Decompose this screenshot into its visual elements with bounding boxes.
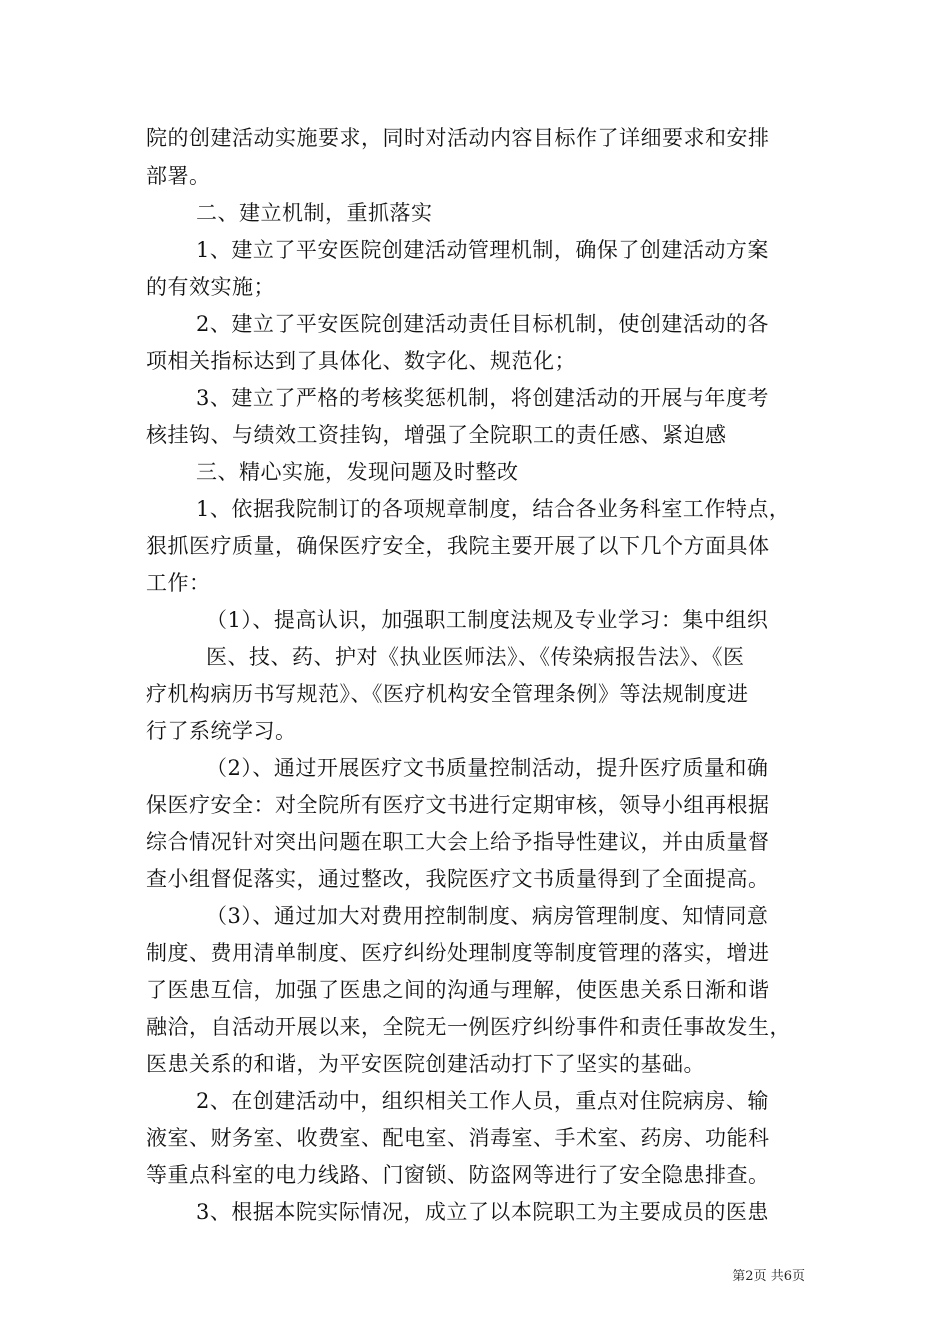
text-line-1: 院的创建活动实施要求，同时对活动内容目标作了详细要求和安排: [146, 126, 770, 150]
current-page-number: 2: [745, 1269, 754, 1284]
text-line-21: 查小组督促落实，通过整改，我院医疗文书质量得到了全面提高。: [146, 867, 770, 891]
text-line-27: 2、在创建活动中，组织相关工作人员，重点对住院病房、输: [196, 1089, 769, 1113]
page-number-footer: [732, 1268, 805, 1286]
total-pages-number: 6: [783, 1269, 792, 1284]
text-line-2: 部署。: [146, 164, 211, 188]
footer-suffix: 页: [791, 1269, 805, 1284]
text-line-26: 医患关系的和谐，为平安医院创建活动打下了坚实的基础。: [146, 1052, 705, 1076]
text-line-17: 行了系统学习。: [146, 719, 297, 743]
text-line-22: （3）、通过加大对费用控制制度、病房管理制度、知情同意: [206, 904, 769, 928]
text-line-8: 3、建立了严格的考核奖惩机制，将创建活动的开展与年度考: [196, 386, 769, 410]
text-line-5: 的有效实施；: [146, 275, 275, 299]
text-line-25: 融洽，自活动开展以来，全院无一例医疗纠纷事件和责任事故发生，: [146, 1015, 791, 1039]
text-line-12: 狠抓医疗质量，确保医疗安全，我院主要开展了以下几个方面具体: [146, 534, 770, 558]
text-line-14: （1）、提高认识，加强职工制度法规及专业学习：集中组织: [206, 608, 769, 632]
text-line-16: 疗机构病历书写规范》、《医疗机构安全管理条例》等法规制度进: [146, 682, 749, 706]
text-line-20: 综合情况针对突出问题在职工大会上给予指导性建议，并由质量督: [146, 830, 770, 854]
text-line-6: 2、建立了平安医院创建活动责任目标机制，使创建活动的各: [196, 312, 769, 336]
text-line-11: 1、依据我院制订的各项规章制度，结合各业务科室工作特点，: [196, 497, 791, 521]
footer-middle: 页 共: [753, 1269, 784, 1284]
footer-prefix: 第: [732, 1269, 746, 1284]
text-line-13: 工作：: [146, 571, 211, 595]
text-line-15: 医、技、药、护对《执业医师法》、《传染病报告法》、《医: [206, 645, 745, 669]
text-line-29: 等重点科室的电力线路、门窗锁、防盗网等进行了安全隐患排查。: [146, 1163, 770, 1187]
text-line-24: 了医患互信，加强了医患之间的沟通与理解，使医患关系日渐和谐: [146, 978, 770, 1002]
text-line-30: 3、根据本院实际情况，成立了以本院职工为主要成员的医患: [196, 1200, 769, 1224]
section-heading-3: 三、精心实施，发现问题及时整改: [196, 460, 519, 484]
section-heading-2: 二、建立机制，重抓落实: [196, 201, 433, 225]
text-line-23: 制度、费用清单制度、医疗纠纷处理制度等制度管理的落实，增进: [146, 941, 770, 965]
text-line-18: （2）、通过开展医疗文书质量控制活动，提升医疗质量和确: [206, 756, 769, 780]
text-line-9: 核挂钩、与绩效工资挂钩，增强了全院职工的责任感、紧迫感: [146, 423, 727, 447]
text-line-4: 1、建立了平安医院创建活动管理机制，确保了创建活动方案: [196, 238, 769, 262]
text-line-7: 项相关指标达到了具体化、数字化、规范化；: [146, 349, 576, 373]
text-line-28: 液室、财务室、收费室、配电室、消毒室、手术室、药房、功能科: [146, 1126, 770, 1150]
text-line-19: 保医疗安全：对全院所有医疗文书进行定期审核，领导小组再根据: [146, 793, 770, 817]
